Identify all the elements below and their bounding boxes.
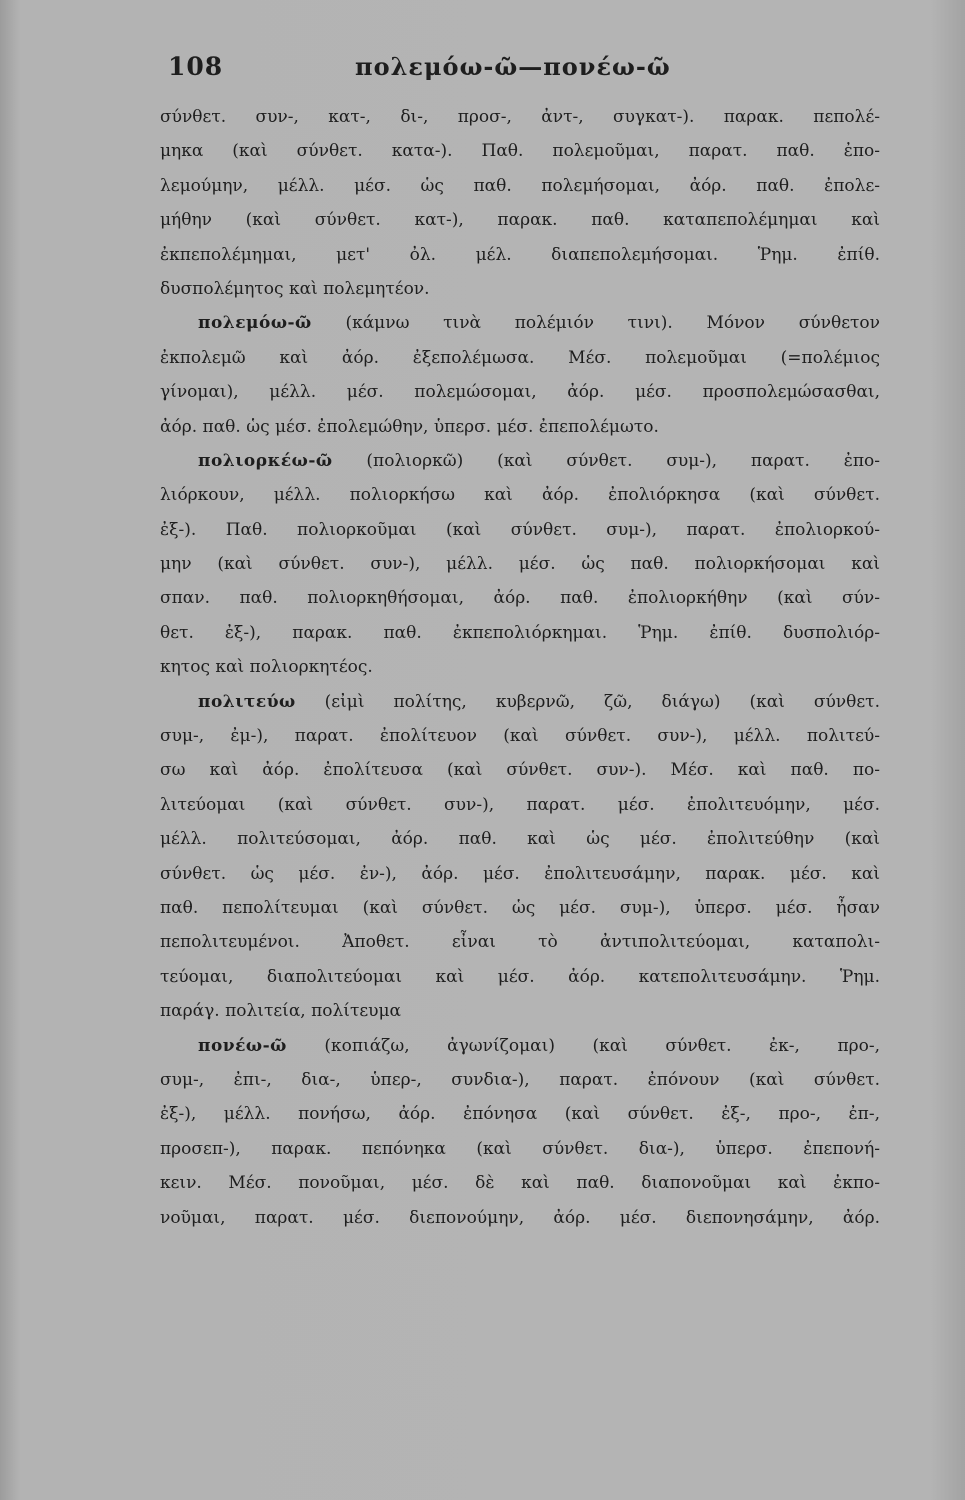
text-line: λιόρκουν, μέλλ. πολιορκήσω καὶ ἀόρ. ἐπολιόρκησα (καὶ σύνθετ. [160,485,880,506]
text-line: παθ. πεπολίτευμαι (καὶ σύνθετ. ὡς μέσ. συμ-), ὑπερσ. μέσ. ἦσαν [160,897,880,918]
entry-first-line [160,444,880,478]
page-number: 108 [168,52,224,81]
text-line: ἐξ-). Παθ. πολιορκοῦμαι (καὶ σύνθετ. συμ-), παρατ. ἐπολιορκού- [160,519,880,540]
text-line: σύνθετ. συν-, κατ-, δι-, προσ-, ἀντ-, συγκατ-). παρακ. πεπολέ- [160,107,880,127]
entry-headword: πολιτεύω [198,691,296,712]
text-line: παράγ. πολιτεία, πολίτευμα [160,1001,402,1022]
text-line: πεπολιτευμένοι. Ἀποθετ. εἶναι τὸ ἀντιπολιτεύομαι, καταπολι- [160,932,880,953]
text-line: μηκα (καὶ σύνθετ. κατα-). Παθ. πολεμοῦμαι, παρατ. παθ. ἐπο- [160,141,880,162]
entry-first-line [160,306,880,340]
text-line: κητος καὶ πολιορκητέος. [160,657,373,678]
entry-first-line [160,1029,880,1063]
text-line: μην (καὶ σύνθετ. συν-), μέλλ. μέσ. ὡς παθ. πολιορκήσομαι καὶ [160,554,880,575]
text-line: συμ-, ἐπι-, δια-, ὑπερ-, συνδια-), παρατ. ἐπόνουν (καὶ σύνθετ. [160,1069,880,1090]
dictionary-entry [160,1029,880,1235]
entry-text: (κάμνω τινὰ πολέμιόν τινι). Μόνον σύνθετον [311,313,880,334]
entry-text: (κοπιάζω, ἀγωνίζομαι) (καὶ σύνθετ. ἐκ-, προ-, [286,1035,880,1056]
page-header [0,52,965,92]
text-line: μέλλ. πολιτεύσομαι, ἀόρ. παθ. καὶ ὡς μέσ. ἐπολιτεύθην (καὶ [160,829,880,850]
text-line: σύνθετ. ὡς μέσ. ἐν-), ἀόρ. μέσ. ἐπολιτευσάμην, παρακ. μέσ. καὶ [160,863,880,884]
text-line: θετ. ἐξ-), παρακ. παθ. ἐκπεπολιόρκημαι. Ῥημ. ἐπίθ. δυσπολιόρ- [160,622,880,643]
text-line: ἐκπεπολέμημαι, μετ' ὀλ. μέλ. διαπεπολεμήσομαι. Ῥημ. ἐπίθ. [160,244,880,265]
text-line: λιτεύομαι (καὶ σύνθετ. συν-), παρατ. μέσ. ἐπολιτευόμην, μέσ. [160,794,880,815]
text-line: μήθην (καὶ σύνθετ. κατ-), παρακ. παθ. καταπεπολέμημαι καὶ [160,210,880,231]
entry-first-line [160,685,880,719]
text-line: κειν. Μέσ. πονοῦμαι, μέσ. δὲ καὶ παθ. διαπονοῦμαι καὶ ἐκπο- [160,1173,880,1194]
page-body [160,100,880,1235]
entry-headword: πολεμόω-ῶ [198,313,312,334]
text-line: ἐξ-), μέλλ. πονήσω, ἀόρ. ἐπόνησα (καὶ σύνθετ. ἐξ-, προ-, ἐπ-, [160,1104,880,1125]
entry-continuation [160,100,880,306]
entry-text: (πολιορκῶ) (καὶ σύνθετ. συμ-), παρατ. ἐπο- [332,450,880,471]
entry-headword: πονέω-ῶ [198,1035,287,1056]
text-line: δυσπολέμητος καὶ πολεμητέον. [160,278,430,299]
text-line: σπαν. παθ. πολιορκηθήσομαι, ἀόρ. παθ. ἐπολιορκήθην (καὶ σύν- [160,588,880,609]
entry-text: (εἰμὶ πολίτης, κυβερνῶ, ζῶ, διάγω) (καὶ σύνθετ. [295,691,880,712]
text-line: ἀόρ. παθ. ὡς μέσ. ἐπολεμώθην, ὑπερσ. μέσ. ἐπεπολέμωτο. [160,416,659,437]
dictionary-entry [160,685,880,1029]
dictionary-entry [160,306,880,444]
dictionary-entry [160,444,880,685]
text-line: ἐκπολεμῶ καὶ ἀόρ. ἐξεπολέμωσα. Μέσ. πολεμοῦμαι (=πολέμιος [160,347,880,368]
text-line: συμ-, ἐμ-), παρατ. ἐπολίτευον (καὶ σύνθετ. συν-), μέλλ. πολιτεύ- [160,726,880,747]
text-line: γίνομαι), μέλλ. μέσ. πολεμώσομαι, ἀόρ. μέσ. προσπολεμώσασθαι, [160,382,880,403]
entry-headword: πολιορκέω-ῶ [198,450,333,471]
text-line: λεμούμην, μέλλ. μέσ. ὡς παθ. πολεμήσομαι, ἀόρ. παθ. ἐπολε- [160,175,880,196]
text-line: νοῦμαι, παρατ. μέσ. διεπονούμην, ἀόρ. μέσ. διεπονησάμην, ἀόρ. [160,1207,880,1228]
running-head: πολεμόω-ῶ—πονέω-ῶ [355,52,671,81]
text-line: σω καὶ ἀόρ. ἐπολίτευσα (καὶ σύνθετ. συν-). Μέσ. καὶ παθ. πο- [160,760,880,781]
text-line: προσεπ-), παρακ. πεπόνηκα (καὶ σύνθετ. δια-), ὑπερσ. ἐπεπονή- [160,1138,880,1159]
text-line: τεύομαι, διαπολιτεύομαι καὶ μέσ. ἀόρ. κατεπολιτευσάμην. Ῥημ. [160,966,880,987]
